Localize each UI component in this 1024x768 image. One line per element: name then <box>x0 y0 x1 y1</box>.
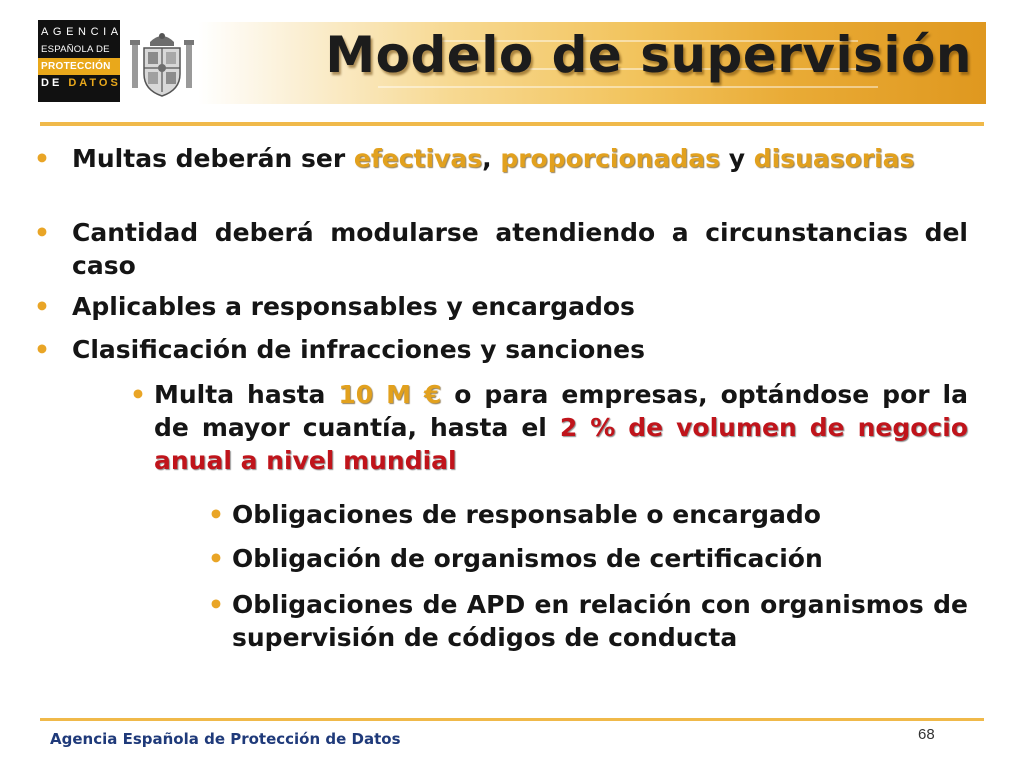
bullet-cantidad: • Cantidad deberá modularse atendiendo a circunstancias del caso <box>72 216 968 282</box>
bullet-clasificacion: • Clasificación de infracciones y sanciones <box>72 333 968 366</box>
logo-line-espanola: ESPAÑOLA DE <box>41 44 110 55</box>
bullet-aplicables: • Aplicables a responsables y encargados <box>72 290 968 323</box>
highlight-disuasorias: disuasorias <box>753 144 915 173</box>
bullet-obligaciones-apd: • Obligaciones de APD en relación con organismos de supervisión de códigos de conducta <box>232 588 968 654</box>
highlight-volumen-negocio: 2 % de volumen de negocio anual a nivel mundial <box>154 413 968 475</box>
bullet-multas: • Multas deberán ser efectivas, proporcionadas y disuasorias <box>72 142 968 175</box>
bullet-multa-hasta: • Multa hasta 10 M € o para empresas, optándose por la de mayor cuantía, hasta el 2 % de volumen de negocio anual a nivel mundial <box>154 378 968 477</box>
highlight-proporcionadas: proporcionadas <box>500 144 720 173</box>
logo-line-datos: DE DATOS <box>41 77 121 89</box>
highlight-10m: 10 M € <box>338 380 442 409</box>
bullet-obligacion-certificacion: • Obligación de organismos de certificación <box>232 542 968 575</box>
footer-agency-name: Agencia Española de Protección de Datos <box>50 730 401 748</box>
highlight-efectivas: efectivas <box>353 144 483 173</box>
logo-line-agencia: AGENCIA <box>41 26 123 38</box>
bullet-obligaciones-responsable: • Obligaciones de responsable o encargado <box>232 498 968 531</box>
bottom-divider <box>40 718 984 721</box>
slide-title: Modelo de supervisión <box>325 26 972 84</box>
page-number: 68 <box>918 726 935 743</box>
logo-line-proteccion: PROTECCIÓN <box>38 58 120 75</box>
